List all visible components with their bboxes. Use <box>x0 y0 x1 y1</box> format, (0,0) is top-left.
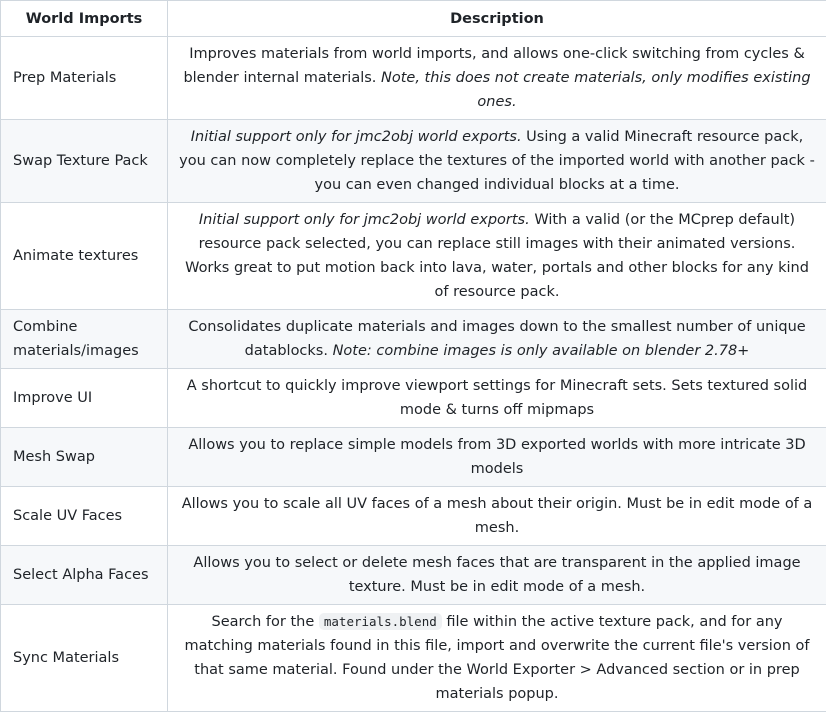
feature-name: Select Alpha Faces <box>1 546 168 605</box>
description-text: A shortcut to quickly improve viewport settings for Minecraft sets. Sets textured solid mode & turns off mipmaps <box>187 378 808 418</box>
feature-name: Scale UV Faces <box>1 487 168 546</box>
feature-description <box>168 428 826 487</box>
description-text: Using a valid Minecraft resource pack, you can now completely replace the textures of the imported world with another pack - you can even changed individual blocks at a time. <box>179 129 815 193</box>
feature-description <box>168 546 826 605</box>
inline-code: materials.blend <box>319 613 442 630</box>
table-row <box>1 37 826 120</box>
feature-name: Animate textures <box>1 203 168 310</box>
feature-description <box>168 120 826 203</box>
table-header <box>1 1 826 37</box>
feature-name: Prep Materials <box>1 37 168 120</box>
table-body <box>1 37 826 712</box>
description-text: Note, this does not create materials, only modifies existing ones. <box>381 70 811 110</box>
description-text: Improves materials from world imports, and allows one-click switching from cycles & blender internal materials. <box>183 46 804 86</box>
description-text: Initial support only for jmc2obj world exports. <box>199 212 530 228</box>
feature-description <box>168 203 826 310</box>
feature-description <box>168 605 826 712</box>
description-text: Initial support only for jmc2obj world exports. <box>191 129 522 145</box>
table-row <box>1 310 826 369</box>
feature-name: Improve UI <box>1 369 168 428</box>
feature-description <box>168 487 826 546</box>
feature-description <box>168 37 826 120</box>
feature-name: Swap Texture Pack <box>1 120 168 203</box>
feature-name: Mesh Swap <box>1 428 168 487</box>
feature-description <box>168 310 826 369</box>
description-text: file within the active texture pack, and for any matching materials found in this file, import and overwrite the current file's version of that same material. Found under the World Exporter > Advanced section or in prep materials popup. <box>185 614 810 702</box>
header-row <box>1 1 826 37</box>
table-row <box>1 369 826 428</box>
description-text: Allows you to replace simple models from 3D exported worlds with more intricate 3D models <box>188 437 805 477</box>
feature-name: Sync Materials <box>1 605 168 712</box>
header-description: Description <box>168 1 826 37</box>
description-text: Allows you to scale all UV faces of a mesh about their origin. Must be in edit mode of a mesh. <box>182 496 813 536</box>
table-row <box>1 428 826 487</box>
table-row <box>1 605 826 712</box>
feature-name: Combine materials/images <box>1 310 168 369</box>
table-row <box>1 120 826 203</box>
header-world-imports: World Imports <box>1 1 168 37</box>
description-text: Note: combine images is only available on blender 2.78+ <box>333 343 750 359</box>
description-text: With a valid (or the MCprep default) resource pack selected, you can replace still images with their animated versions. Works great to put motion back into lava, water, portals and other blocks for any kind of resource pack. <box>185 212 809 300</box>
table-row <box>1 487 826 546</box>
feature-description <box>168 369 826 428</box>
table-row <box>1 203 826 310</box>
description-text: Consolidates duplicate materials and images down to the smallest number of unique datablocks. <box>188 319 805 359</box>
description-text: Search for the <box>211 614 318 630</box>
table-row <box>1 546 826 605</box>
description-text: Allows you to select or delete mesh faces that are transparent in the applied image texture. Must be in edit mode of a mesh. <box>193 555 800 595</box>
